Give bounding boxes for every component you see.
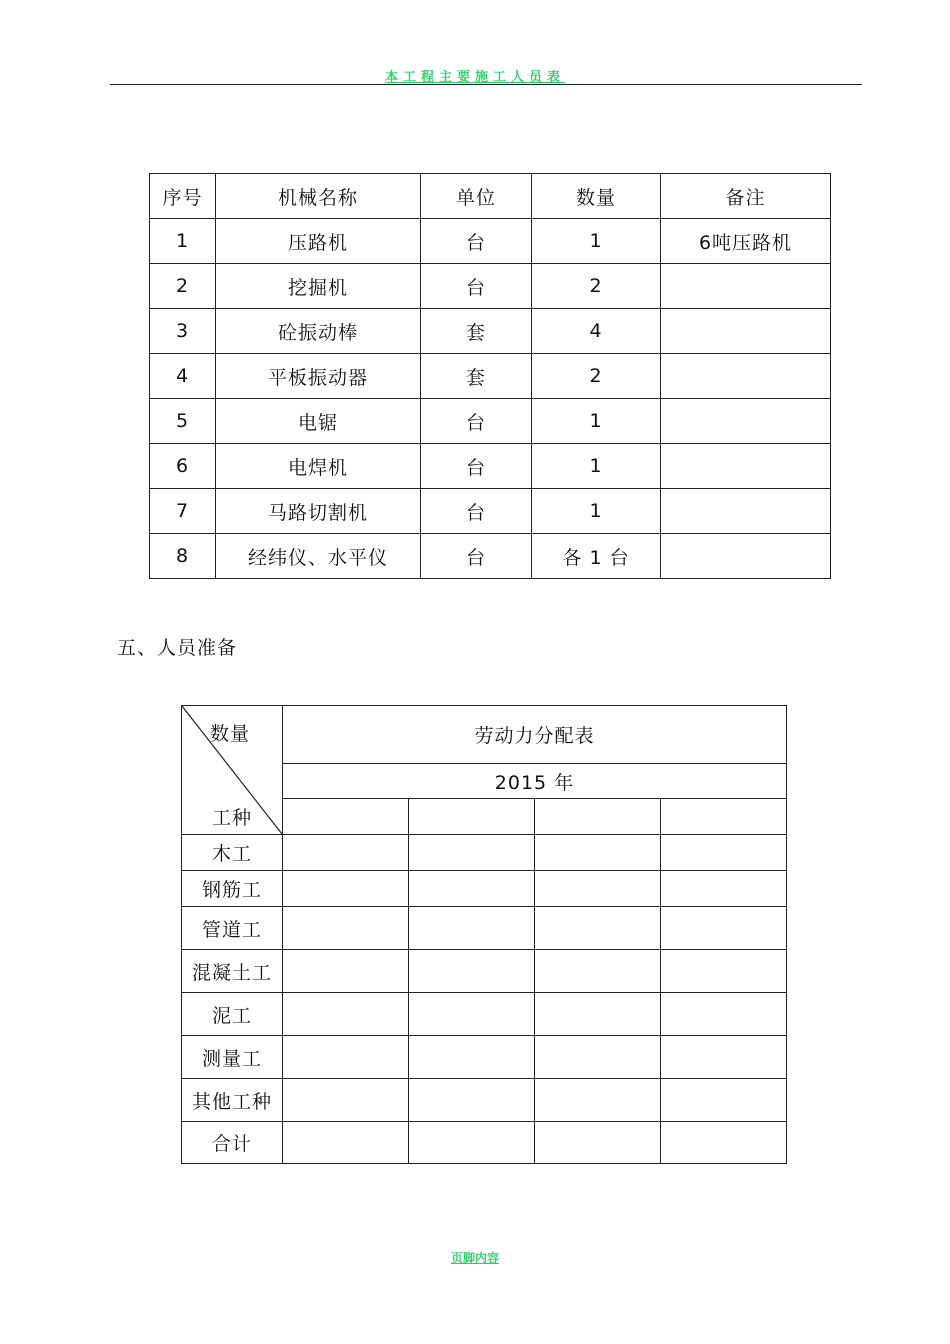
corner-label-trade: 工种 bbox=[212, 807, 253, 829]
header-cell: 备注 bbox=[661, 174, 831, 219]
table-cell: 1 bbox=[150, 219, 216, 264]
table-row bbox=[182, 1036, 787, 1079]
table-cell: 7 bbox=[150, 489, 216, 534]
table-cell: 电焊机 bbox=[216, 444, 421, 489]
table-cell bbox=[661, 444, 831, 489]
header-rule bbox=[110, 84, 862, 85]
table-cell bbox=[661, 534, 831, 579]
table-cell bbox=[661, 1079, 787, 1122]
table-cell bbox=[535, 799, 661, 835]
table-cell: 台 bbox=[421, 219, 532, 264]
table-cell bbox=[409, 799, 535, 835]
header-cell: 机械名称 bbox=[216, 174, 421, 219]
table-cell: 挖掘机 bbox=[216, 264, 421, 309]
table-row bbox=[150, 219, 831, 264]
table-row bbox=[150, 264, 831, 309]
trade-label: 钢筋工 bbox=[182, 871, 283, 907]
header-cell: 序号 bbox=[150, 174, 216, 219]
table-cell bbox=[661, 907, 787, 950]
table-cell bbox=[661, 1036, 787, 1079]
table-cell bbox=[535, 1036, 661, 1079]
table-row bbox=[150, 534, 831, 579]
trade-label: 泥工 bbox=[182, 993, 283, 1036]
table-cell bbox=[535, 907, 661, 950]
machine-table bbox=[149, 173, 831, 579]
table-cell bbox=[661, 489, 831, 534]
table-row bbox=[150, 444, 831, 489]
table-row bbox=[150, 354, 831, 399]
table-row bbox=[150, 399, 831, 444]
table-cell bbox=[409, 835, 535, 871]
table-cell bbox=[283, 871, 409, 907]
table-cell bbox=[661, 264, 831, 309]
table-cell bbox=[409, 1036, 535, 1079]
table-cell bbox=[283, 799, 409, 835]
page-header-title: 本工程主要施工人员表 bbox=[384, 70, 565, 85]
labor-table-title: 劳动力分配表 bbox=[283, 706, 787, 764]
table-cell: 6吨压路机 bbox=[661, 219, 831, 264]
trade-label: 测量工 bbox=[182, 1036, 283, 1079]
section-title: 五、人员准备 bbox=[117, 637, 238, 659]
labor-table bbox=[181, 705, 787, 1164]
table-cell bbox=[535, 871, 661, 907]
table-cell: 6 bbox=[150, 444, 216, 489]
table-row bbox=[182, 1079, 787, 1122]
table-cell: 各 1 台 bbox=[532, 534, 661, 579]
table-cell bbox=[409, 871, 535, 907]
table-header-row bbox=[150, 174, 831, 219]
table-cell bbox=[535, 950, 661, 993]
table-cell bbox=[661, 799, 787, 835]
table-cell bbox=[535, 993, 661, 1036]
table-cell: 台 bbox=[421, 264, 532, 309]
table-cell bbox=[661, 993, 787, 1036]
table-row bbox=[182, 835, 787, 871]
table-cell: 1 bbox=[532, 219, 661, 264]
table-cell: 马路切割机 bbox=[216, 489, 421, 534]
table-cell bbox=[283, 1122, 409, 1164]
page-footer: 页脚内容 bbox=[450, 1251, 499, 1265]
corner-label-quantity: 数量 bbox=[210, 723, 251, 745]
trade-label: 管道工 bbox=[182, 907, 283, 950]
table-cell: 1 bbox=[532, 489, 661, 534]
table-cell bbox=[661, 354, 831, 399]
table-cell: 2 bbox=[532, 354, 661, 399]
table-cell: 8 bbox=[150, 534, 216, 579]
table-cell bbox=[535, 835, 661, 871]
table-row bbox=[150, 489, 831, 534]
table-cell bbox=[661, 835, 787, 871]
header-cell: 数量 bbox=[532, 174, 661, 219]
table-cell: 电锯 bbox=[216, 399, 421, 444]
year-cell: 2015 年 bbox=[283, 764, 787, 799]
trade-label: 其他工种 bbox=[182, 1079, 283, 1122]
table-cell bbox=[661, 399, 831, 444]
table-row bbox=[182, 871, 787, 907]
table-cell: 经纬仪、水平仪 bbox=[216, 534, 421, 579]
table-cell: 1 bbox=[532, 399, 661, 444]
table-cell: 1 bbox=[532, 444, 661, 489]
table-cell: 套 bbox=[421, 309, 532, 354]
table-cell: 5 bbox=[150, 399, 216, 444]
table-cell bbox=[283, 1079, 409, 1122]
table-cell bbox=[283, 907, 409, 950]
table-cell bbox=[283, 1036, 409, 1079]
table-row bbox=[182, 950, 787, 993]
table-row bbox=[182, 907, 787, 950]
table-cell bbox=[661, 950, 787, 993]
table-cell bbox=[409, 950, 535, 993]
trade-label: 木工 bbox=[182, 835, 283, 871]
table-cell bbox=[535, 1079, 661, 1122]
table-row bbox=[182, 1122, 787, 1164]
table-cell bbox=[409, 907, 535, 950]
table-cell: 套 bbox=[421, 354, 532, 399]
table-cell bbox=[535, 1122, 661, 1164]
table-cell: 平板振动器 bbox=[216, 354, 421, 399]
table-cell bbox=[661, 871, 787, 907]
table-cell: 3 bbox=[150, 309, 216, 354]
trade-label: 合计 bbox=[182, 1122, 283, 1164]
diagonal-header-cell bbox=[182, 706, 283, 835]
trade-label: 混凝土工 bbox=[182, 950, 283, 993]
table-cell: 压路机 bbox=[216, 219, 421, 264]
table-cell bbox=[409, 1079, 535, 1122]
table-cell: 2 bbox=[150, 264, 216, 309]
table-cell: 2 bbox=[532, 264, 661, 309]
table-cell bbox=[409, 1122, 535, 1164]
table-cell: 4 bbox=[150, 354, 216, 399]
table-cell bbox=[283, 993, 409, 1036]
header-cell: 单位 bbox=[421, 174, 532, 219]
table-cell: 台 bbox=[421, 444, 532, 489]
table-cell: 台 bbox=[421, 534, 532, 579]
table-cell: 砼振动棒 bbox=[216, 309, 421, 354]
table-cell bbox=[283, 950, 409, 993]
table-cell bbox=[409, 993, 535, 1036]
table-cell bbox=[283, 835, 409, 871]
table-cell: 台 bbox=[421, 489, 532, 534]
table-cell bbox=[661, 309, 831, 354]
table-cell bbox=[661, 1122, 787, 1164]
table-cell: 台 bbox=[421, 399, 532, 444]
table-row bbox=[150, 309, 831, 354]
table-cell: 4 bbox=[532, 309, 661, 354]
table-row bbox=[182, 993, 787, 1036]
